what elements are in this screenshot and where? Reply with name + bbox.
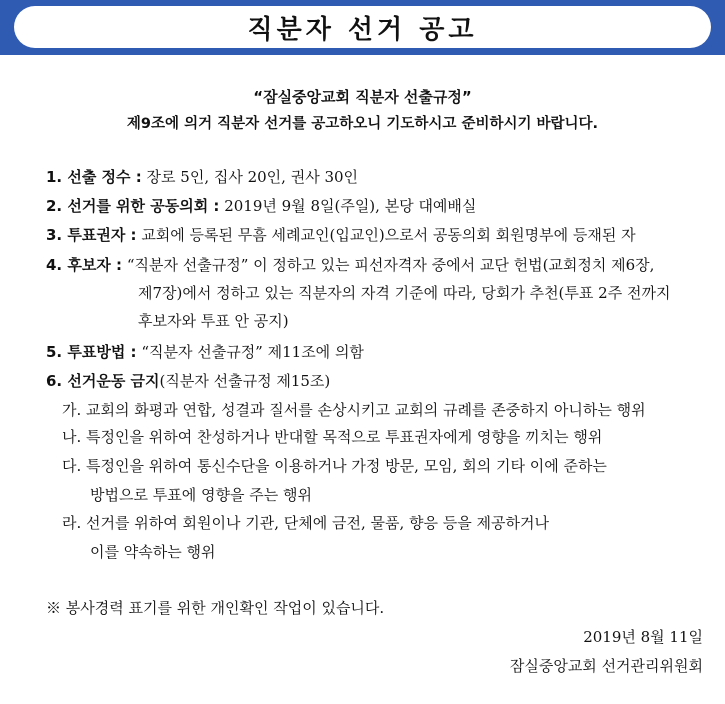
- item-text: “직분자 선출규정” 제11조에 의함: [136, 343, 364, 361]
- item-5: [46, 341, 364, 362]
- title-pill: [14, 6, 711, 48]
- intro-line-2: 제9조에 의거 직분자 선거를 공고하오니 기도하시고 준비하시기 바랍니다.: [126, 116, 599, 132]
- item-3: [46, 224, 636, 245]
- item-label: 2. 선거를 위한 공동의회 :: [46, 197, 220, 215]
- item-2: [46, 195, 476, 216]
- item-label: 3. 투표권자 :: [46, 226, 137, 244]
- page-title: 직분자 선거 공고: [247, 14, 478, 45]
- organization-name: 잠실중앙교회 선거관리위원회: [509, 657, 703, 675]
- item-text: (직분자 선출규정 제15조): [159, 372, 331, 390]
- item-4: [46, 254, 654, 275]
- subitem-ra: 라. 선거를 위하여 회원이나 기관, 단체에 금전, 물품, 향응 등을 제공하거나: [62, 514, 549, 532]
- item-text: “직분자 선출규정” 이 정하고 있는 피선자격자 중에서 교단 헌법(교회정치 제6장,: [122, 256, 655, 274]
- subitem-ra-continuation: 이를 약속하는 행위: [90, 543, 216, 561]
- item-text: 장로 5인, 집사 20인, 권사 30인: [141, 168, 359, 186]
- item-label: 4. 후보자 :: [46, 256, 123, 274]
- item-1: [46, 166, 358, 187]
- item-6: [46, 370, 330, 391]
- notice-note: ※ 봉사경력 표기를 위한 개인확인 작업이 있습니다.: [46, 599, 385, 617]
- item-4-continuation-1: 제7장)에서 정하고 있는 직분자의 자격 기준에 따라, 당회가 추천(투표 2주 전까지: [138, 284, 671, 302]
- header-band: [0, 0, 725, 55]
- item-4-continuation-2: 후보자와 투표 안 공지): [138, 312, 289, 330]
- item-label: 5. 투표방법 :: [46, 343, 137, 361]
- item-label: 6. 선거운동 금지: [46, 372, 160, 390]
- intro-line-1: “잠실중앙교회 직분자 선출규정”: [253, 88, 472, 106]
- subitem-ga: 가. 교회의 화평과 연합, 성결과 질서를 손상시키고 교회의 규례를 존중하지 아니하는 행위: [62, 401, 646, 419]
- subitem-da-continuation: 방법으로 투표에 영향을 주는 행위: [90, 486, 312, 504]
- item-label: 1. 선출 정수 :: [46, 168, 142, 186]
- subitem-na: 나. 특정인을 위하여 찬성하거나 반대할 목적으로 투표권자에게 영향을 끼치는 행위: [62, 428, 603, 446]
- subitem-da: 다. 특정인을 위하여 통신수단을 이용하거나 가정 방문, 모임, 회의 기타 이에 준하는: [62, 457, 607, 475]
- notice-date: 2019년 8월 11일: [583, 628, 703, 646]
- item-text: 교회에 등록된 무흠 세례교인(입교인)으로서 공동의회 회원명부에 등재된 자: [136, 226, 636, 244]
- item-text: 2019년 9월 8일(주일), 본당 대예배실: [219, 197, 477, 215]
